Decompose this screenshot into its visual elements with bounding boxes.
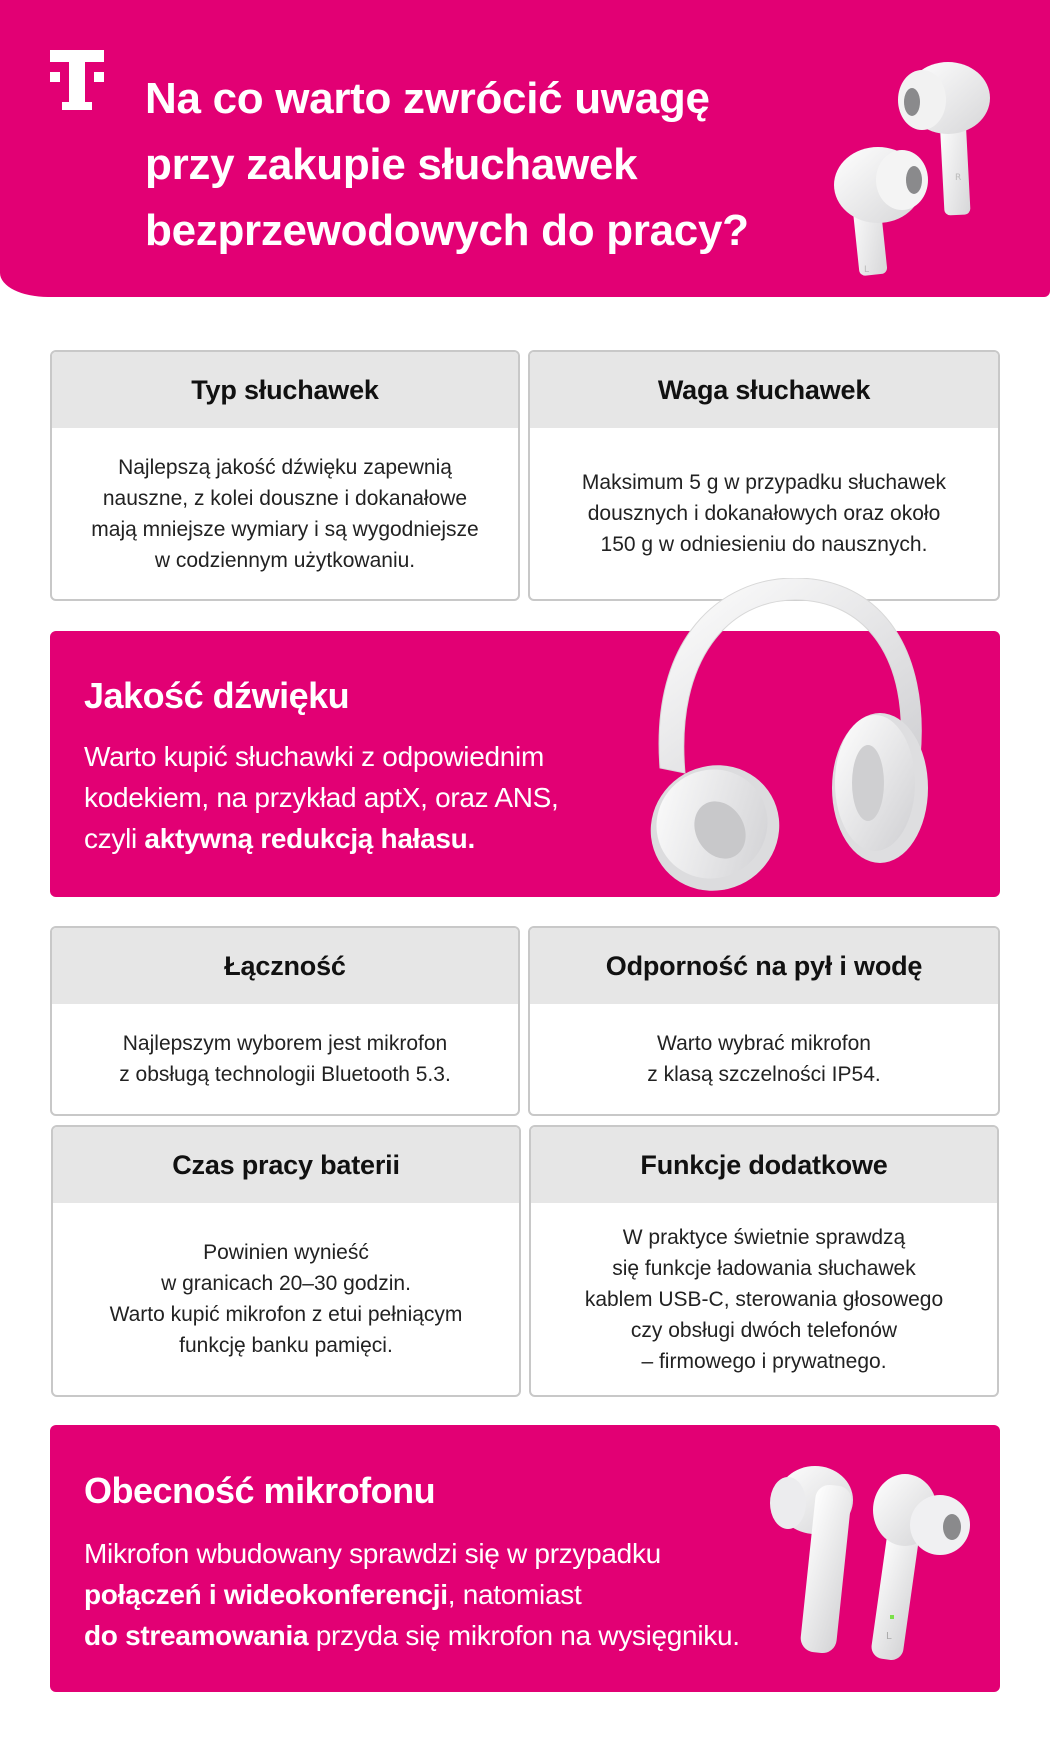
card-title: Funkcje dodatkowe bbox=[531, 1127, 997, 1203]
card-title: Waga słuchawek bbox=[530, 352, 998, 428]
section-text: Mikrofon wbudowany sprawdzi się w przypadku połączeń i wideokonferencji, natomiast do streamowania przyda się mikrofon na wysięgniku. bbox=[84, 1538, 740, 1651]
card-earphone-type bbox=[50, 350, 520, 601]
section-text: Warto kupić słuchawki z odpowiednim kodekiem, na przykład aptX, oraz ANS, czyli aktywną redukcją hałasu. bbox=[84, 741, 559, 854]
svg-text:R: R bbox=[955, 173, 962, 183]
card-text: Najlepszym wyborem jest mikrofon z obsługą technologii Bluetooth 5.3. bbox=[119, 1032, 451, 1086]
header-banner bbox=[0, 0, 1050, 297]
card-title: Odporność na pył i wodę bbox=[530, 928, 998, 1004]
card-text: Warto wybrać mikrofon z klasą szczelności IP54. bbox=[647, 1032, 881, 1086]
section-title: Jakość dźwięku bbox=[84, 675, 350, 716]
svg-text:L: L bbox=[864, 265, 870, 275]
card-battery-life bbox=[51, 1125, 521, 1397]
section-title: Obecność mikrofonu bbox=[84, 1470, 436, 1511]
card-title: Typ słuchawek bbox=[52, 352, 518, 428]
card-title: Łączność bbox=[52, 928, 518, 1004]
card-text: Maksimum 5 g w przypadku słuchawek dousznych i dokanałowych oraz około 150 g w odniesieniu do nausznych. bbox=[581, 471, 947, 556]
t-logo-icon bbox=[50, 50, 104, 110]
card-earphone-weight bbox=[528, 350, 1000, 601]
page-title: Na co warto zwrócić uwagę przy zakupie słuchawek bezprzewodowych do pracy? bbox=[145, 74, 749, 255]
card-text: Najlepszą jakość dźwięku zapewnią nauszne, z kolei douszne i dokanałowe mają mniejsze wymiary i są wygodniejsze w codziennym użytkowaniu. bbox=[91, 455, 479, 572]
card-water-dust-resistance bbox=[528, 926, 1000, 1116]
card-connectivity bbox=[50, 926, 520, 1116]
over-ear-headphones-icon bbox=[630, 578, 940, 908]
card-extra-features bbox=[529, 1125, 999, 1397]
card-text: W praktyce świetnie sprawdzą się funkcje ładowania słuchawek kablem USB-C, sterowania głosowego czy obsługi dwóch telefonów – firmowego i prywatnego. bbox=[584, 1225, 944, 1373]
wireless-earbuds-icon bbox=[830, 30, 990, 280]
card-text: Powinien wynieść w granicach 20–30 godzin. Warto kupić mikrofon z etui pełniącym funkcję banku pamięci. bbox=[109, 1241, 463, 1357]
wireless-earbuds-icon bbox=[760, 1455, 990, 1665]
svg-text:L: L bbox=[886, 1631, 892, 1642]
card-title: Czas pracy baterii bbox=[53, 1127, 519, 1203]
